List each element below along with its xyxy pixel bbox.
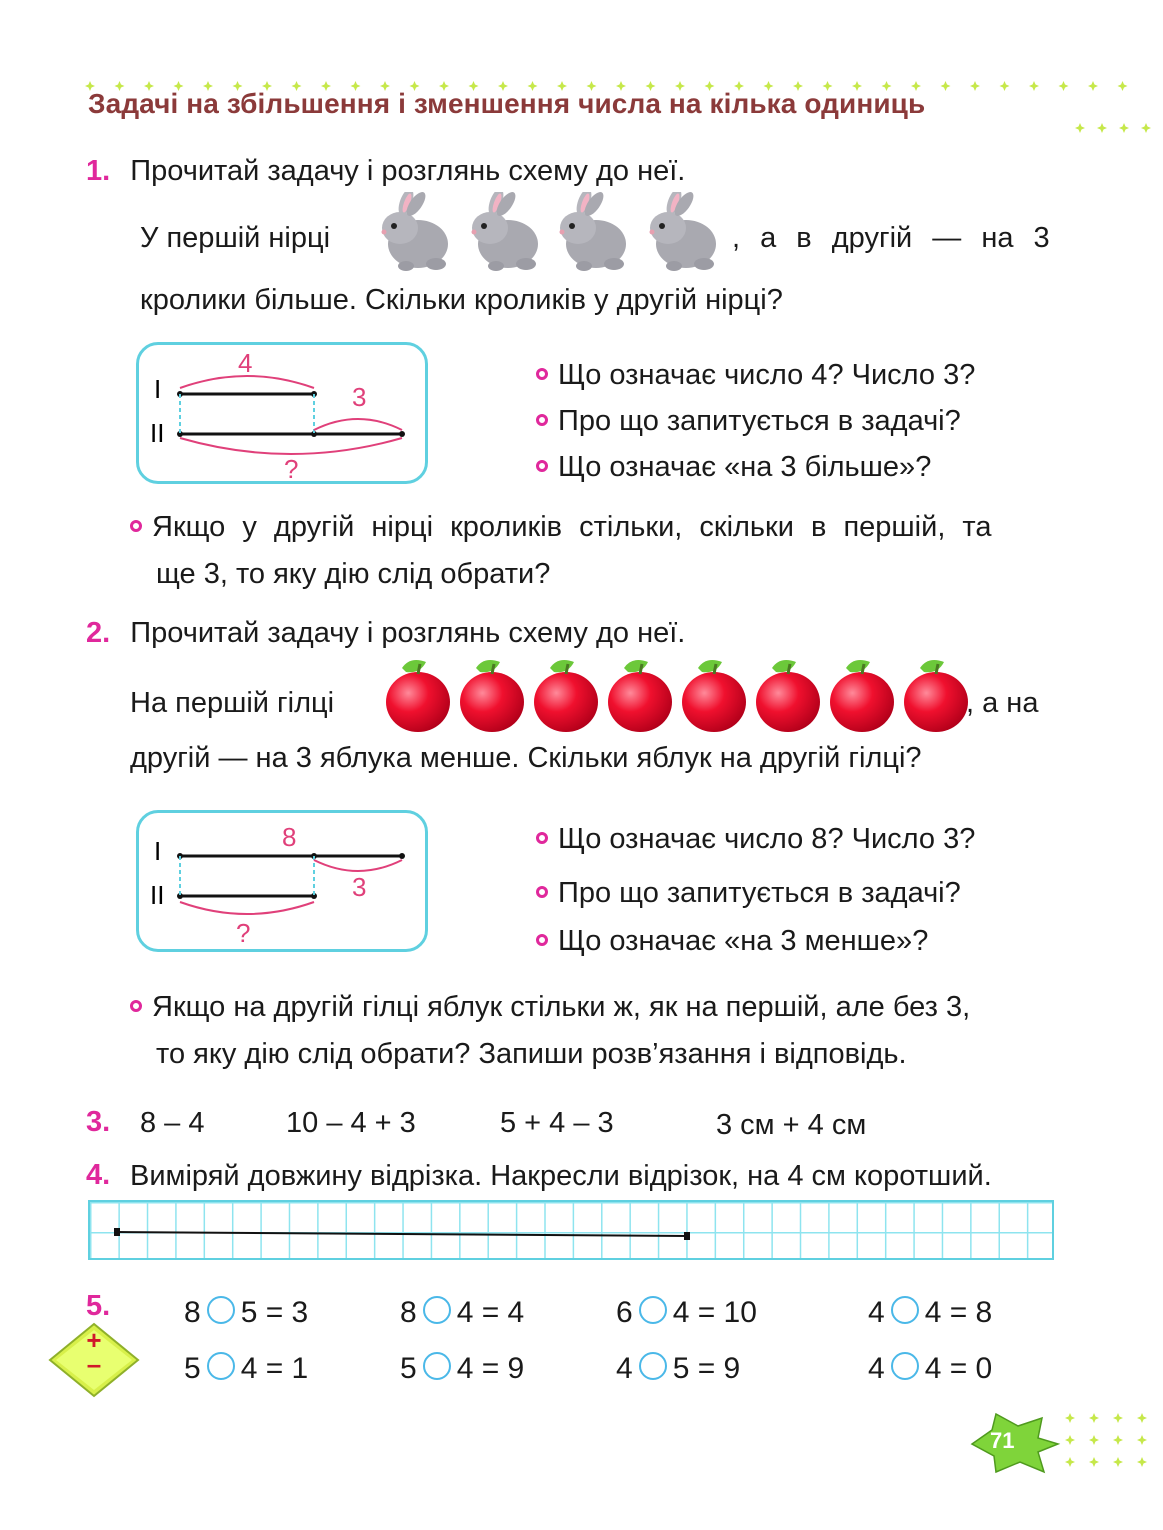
bullet-icon bbox=[536, 460, 548, 472]
operator-blank[interactable] bbox=[423, 1352, 451, 1380]
rabbit-icon bbox=[382, 192, 449, 271]
rabbits-illustration bbox=[378, 192, 728, 280]
scheme1-label-q: ? bbox=[284, 454, 299, 484]
page-number: 71 bbox=[990, 1428, 1015, 1453]
task2-final-q1: Якщо на другій гілці яблук стільки ж, як на першій, але без 3, bbox=[130, 990, 970, 1024]
dot-decoration bbox=[1059, 81, 1069, 91]
apple-icon bbox=[756, 660, 820, 732]
dot-decoration bbox=[1097, 123, 1107, 133]
task1-block bbox=[86, 154, 685, 188]
task2-scheme-drawing bbox=[136, 810, 428, 952]
task2-question-2: Про що запитується в задачі? bbox=[536, 876, 961, 910]
footer-dots bbox=[1060, 1410, 1160, 1470]
dot-decoration bbox=[1089, 1457, 1099, 1467]
line-segment bbox=[110, 1224, 700, 1244]
dot-decoration bbox=[1113, 1435, 1123, 1445]
task1-scheme-drawing bbox=[136, 342, 428, 484]
equation-r2-1: 5 4 = 1 bbox=[184, 1352, 309, 1385]
scheme2-label-b: 3 bbox=[352, 872, 367, 902]
operator-blank[interactable] bbox=[891, 1352, 919, 1380]
dot-decoration bbox=[1065, 1435, 1075, 1445]
bullet-icon bbox=[130, 1000, 142, 1012]
dot-decoration bbox=[1137, 1435, 1147, 1445]
task2-line1-start: На першій гілці bbox=[130, 687, 335, 719]
apple-icon bbox=[534, 660, 598, 732]
scheme2-row2-label: II bbox=[150, 880, 165, 910]
equation-r2-4: 4 4 = 0 bbox=[868, 1352, 993, 1385]
dot-decoration bbox=[1065, 1413, 1075, 1423]
apple-icon bbox=[386, 660, 450, 732]
task1-intro: Прочитай задачу і розглянь схему до неї. bbox=[130, 155, 686, 187]
apple-icon bbox=[608, 660, 672, 732]
scheme1-row1-label: I bbox=[154, 374, 162, 404]
task2-line2: другій — на 3 яблука менше. Скільки яблук на другій гілці? bbox=[130, 742, 922, 774]
dot-decoration bbox=[1137, 1457, 1147, 1467]
scheme1-row2-label: II bbox=[150, 418, 165, 448]
scheme2-label-a: 8 bbox=[282, 822, 297, 852]
apple-icon bbox=[904, 660, 968, 732]
dot-decoration bbox=[1089, 1435, 1099, 1445]
task3-item-3: 5 + 4 – 3 bbox=[500, 1107, 614, 1139]
operator-blank[interactable] bbox=[423, 1296, 451, 1324]
task3-number: 3. bbox=[86, 1106, 111, 1138]
task1-scheme bbox=[136, 342, 428, 484]
dot-decoration bbox=[1118, 81, 1128, 91]
task1-question-1: Що означає число 4? Число 3? bbox=[536, 358, 975, 392]
equation-r1-4: 4 4 = 8 bbox=[868, 1296, 993, 1329]
task2-block bbox=[86, 616, 685, 650]
equation-r1-1: 8 5 = 3 bbox=[184, 1296, 309, 1329]
dot-decoration bbox=[1113, 1457, 1123, 1467]
task3-item-4: 3 см + 4 см bbox=[716, 1109, 867, 1141]
task2-final-q2: то яку дію слід обрати? Запиши розв’язання і відповідь. bbox=[156, 1038, 907, 1070]
apple-icon bbox=[460, 660, 524, 732]
task1-final-q1: Якщо у другій нірці кроликів стільки, скільки в першій, та bbox=[130, 510, 992, 544]
equation-r1-2: 8 4 = 4 bbox=[400, 1296, 525, 1329]
dot-decoration bbox=[1113, 1413, 1123, 1423]
scheme1-label-a: 4 bbox=[238, 348, 253, 378]
operator-blank[interactable] bbox=[207, 1296, 235, 1324]
dot-decoration bbox=[1065, 1457, 1075, 1467]
task5-number: 5. bbox=[86, 1290, 111, 1322]
rabbit-icon bbox=[472, 192, 539, 271]
apple-icon bbox=[830, 660, 894, 732]
rabbit-icon bbox=[650, 192, 717, 271]
equation-r1-3: 6 4 = 10 bbox=[616, 1296, 757, 1329]
dot-decoration bbox=[1029, 81, 1039, 91]
rabbit-icon bbox=[560, 192, 627, 271]
task1-line2: кролики більше. Скільки кроликів у другій нірці? bbox=[140, 284, 783, 316]
operator-blank[interactable] bbox=[207, 1352, 235, 1380]
task1-line1-end: , а в другій — на 3 bbox=[732, 222, 1050, 254]
task2-number: 2. bbox=[86, 617, 111, 649]
dot-decoration bbox=[1088, 81, 1098, 91]
scheme2-row1-label: I bbox=[154, 836, 162, 866]
operator-blank[interactable] bbox=[639, 1296, 667, 1324]
task2-line1-end: , а на bbox=[966, 687, 1039, 719]
plus-minus-sign-icon bbox=[48, 1322, 140, 1398]
task1-question-2: Про що запитується в задачі? bbox=[536, 404, 961, 438]
task2-intro: Прочитай задачу і розглянь схему до неї. bbox=[130, 617, 686, 649]
bullet-icon bbox=[536, 886, 548, 898]
dot-decoration bbox=[941, 81, 951, 91]
page-title: Задачі на збільшення і зменшення числа на кілька одиниць bbox=[88, 88, 926, 119]
dot-decoration bbox=[1089, 1413, 1099, 1423]
bullet-icon bbox=[536, 832, 548, 844]
task2-question-1: Що означає число 8? Число 3? bbox=[536, 822, 975, 856]
plus-sign: + bbox=[86, 1325, 102, 1355]
dot-decoration bbox=[970, 81, 980, 91]
task3-item-1: 8 – 4 bbox=[140, 1107, 205, 1139]
task1-final-q2: ще 3, то яку дію слід обрати? bbox=[156, 558, 551, 590]
equation-r2-3: 4 5 = 9 bbox=[616, 1352, 741, 1385]
scheme2-label-q: ? bbox=[236, 918, 251, 948]
dot-decoration bbox=[1075, 123, 1085, 133]
dot-decoration bbox=[1137, 1413, 1147, 1423]
operator-blank[interactable] bbox=[639, 1352, 667, 1380]
operator-blank[interactable] bbox=[891, 1296, 919, 1324]
apples-illustration bbox=[384, 654, 974, 736]
task1-question-3: Що означає «на 3 більше»? bbox=[536, 450, 931, 484]
task4-number: 4. bbox=[86, 1159, 111, 1191]
minus-sign: – bbox=[86, 1349, 102, 1379]
task2-scheme bbox=[136, 810, 428, 952]
task1-line1-start: У першій нірці bbox=[140, 222, 331, 254]
equation-r2-2: 5 4 = 9 bbox=[400, 1352, 525, 1385]
page-number-badge bbox=[966, 1410, 1062, 1476]
scheme1-label-b: 3 bbox=[352, 382, 367, 412]
task1-number: 1. bbox=[86, 155, 111, 187]
bullet-icon bbox=[130, 520, 142, 532]
task3-item-2: 10 – 4 + 3 bbox=[286, 1107, 416, 1139]
task2-question-3: Що означає «на 3 менше»? bbox=[536, 924, 928, 958]
bullet-icon bbox=[536, 934, 548, 946]
dot-decoration bbox=[1141, 123, 1151, 133]
dot-decoration bbox=[1000, 81, 1010, 91]
bullet-icon bbox=[536, 414, 548, 426]
dot-decoration bbox=[1119, 123, 1129, 133]
apple-icon bbox=[682, 660, 746, 732]
task4-text: Виміряй довжину відрізка. Накресли відрізок, на 4 см коротший. bbox=[130, 1160, 992, 1192]
bullet-icon bbox=[536, 368, 548, 380]
